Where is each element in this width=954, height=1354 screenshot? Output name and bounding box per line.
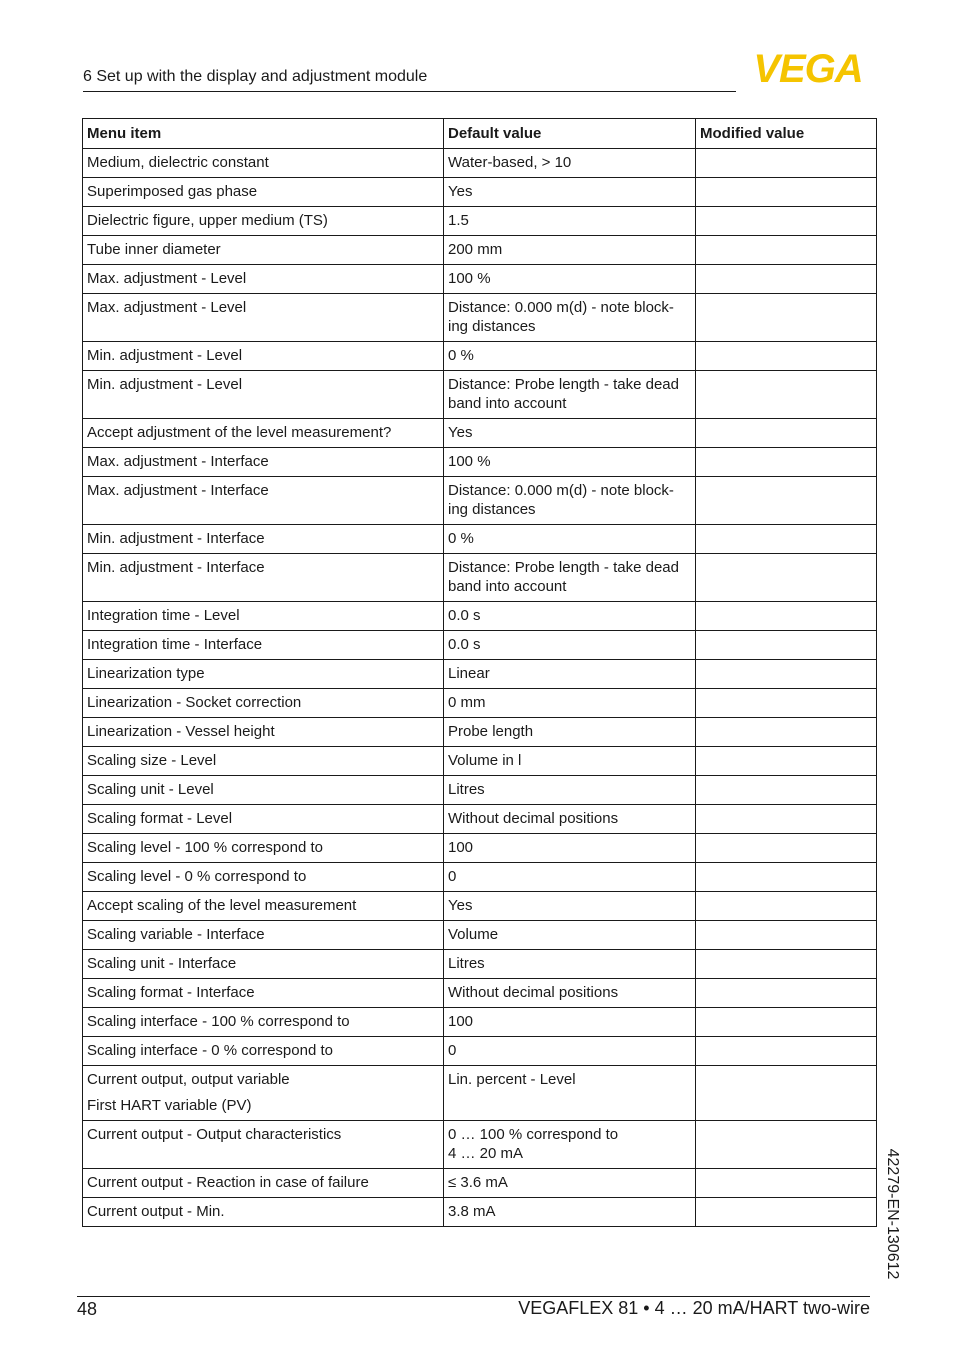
cell-modified-value <box>696 371 877 419</box>
table-row <box>83 178 877 207</box>
column-header-default-value: Default value <box>444 119 696 149</box>
cell-default-value: 0 % <box>444 525 696 554</box>
table-row <box>83 525 877 554</box>
table-row <box>83 207 877 236</box>
cell-modified-value <box>696 747 877 776</box>
cell-modified-value <box>696 1121 877 1169</box>
table-row <box>83 921 877 950</box>
cell-modified-value <box>696 863 877 892</box>
cell-modified-value <box>696 892 877 921</box>
cell-modified-value <box>696 1008 877 1037</box>
cell-menu-item: Linearization type <box>83 660 444 689</box>
cell-menu-item: Scaling level - 0 % correspond to <box>83 863 444 892</box>
cell-modified-value <box>696 554 877 602</box>
cell-menu-item: Min. adjustment - Level <box>83 342 444 371</box>
cell-modified-value <box>696 236 877 265</box>
table-row <box>83 776 877 805</box>
table-row <box>83 342 877 371</box>
cell-modified-value <box>696 1198 877 1227</box>
table-row <box>83 660 877 689</box>
table-row <box>83 1037 877 1066</box>
cell-modified-value <box>696 921 877 950</box>
cell-default-value: 0 % <box>444 342 696 371</box>
table-row <box>83 602 877 631</box>
cell-menu-item: Scaling unit - Interface <box>83 950 444 979</box>
cell-menu-item: Integration time - Level <box>83 602 444 631</box>
cell-default-value: Yes <box>444 178 696 207</box>
column-header-modified-value: Modified value <box>696 119 877 149</box>
column-header-menu-item: Menu item <box>83 119 444 149</box>
table-row <box>83 950 877 979</box>
cell-modified-value <box>696 631 877 660</box>
table-row <box>83 1121 877 1169</box>
cell-default-value: Water-based, > 10 <box>444 149 696 178</box>
cell-default-value: ≤ 3.6 mA <box>444 1169 696 1198</box>
cell-menu-item: Current output - Reaction in case of failure <box>83 1169 444 1198</box>
cell-menu-item: Min. adjustment - Level <box>83 371 444 419</box>
cell-default-value: 100 <box>444 834 696 863</box>
table-header-row <box>83 119 877 149</box>
cell-menu-item: Scaling size - Level <box>83 747 444 776</box>
cell-default-value: Distance: Probe length - take dead band into account <box>444 554 696 602</box>
vega-logo <box>742 50 874 86</box>
table-row <box>83 631 877 660</box>
cell-menu-item: Dielectric figure, upper medium (TS) <box>83 207 444 236</box>
cell-default-value: Yes <box>444 892 696 921</box>
table-row <box>83 1008 877 1037</box>
cell-menu-item: Current output - Output characteristics <box>83 1121 444 1169</box>
table-row <box>83 448 877 477</box>
cell-modified-value <box>696 979 877 1008</box>
cell-modified-value <box>696 342 877 371</box>
cell-default-value: Without decimal positions <box>444 805 696 834</box>
cell-default-value: 0 … 100 % correspond to 4 … 20 mA <box>444 1121 696 1169</box>
cell-default-value: Distance: 0.000 m(d) - note block- ing distances <box>444 294 696 342</box>
table-row <box>83 1169 877 1198</box>
cell-modified-value <box>696 207 877 236</box>
cell-default-value: Without decimal positions <box>444 979 696 1008</box>
cell-menu-item: Scaling level - 100 % correspond to <box>83 834 444 863</box>
cell-modified-value <box>696 950 877 979</box>
cell-default-value: 100 % <box>444 448 696 477</box>
cell-default-value: 0 mm <box>444 689 696 718</box>
cell-modified-value <box>696 294 877 342</box>
table-row <box>83 477 877 525</box>
cell-modified-value <box>696 149 877 178</box>
cell-line: Current output, output variable <box>87 1071 290 1088</box>
cell-modified-value <box>696 805 877 834</box>
cell-modified-value <box>696 525 877 554</box>
product-name: VEGAFLEX 81 • 4 … 20 mA/HART two-wire <box>518 1298 870 1318</box>
cell-menu-item: Max. adjustment - Interface <box>83 477 444 525</box>
cell-menu-item: Integration time - Interface <box>83 631 444 660</box>
cell-menu-item: Scaling interface - 0 % correspond to <box>83 1037 444 1066</box>
document-code <box>882 1138 902 1290</box>
table-row <box>83 834 877 863</box>
cell-menu-item: Scaling interface - 100 % correspond to <box>83 1008 444 1037</box>
cell-default-value: 1.5 <box>444 207 696 236</box>
cell-menu-item: Current output - Min. <box>83 1198 444 1227</box>
cell-menu-item: Superimposed gas phase <box>83 178 444 207</box>
cell-default-value: Litres <box>444 950 696 979</box>
document-code-text: 42279-EN-130612 <box>884 1148 901 1280</box>
cell-modified-value <box>696 419 877 448</box>
header-rule <box>83 91 736 92</box>
cell-default-value: Yes <box>444 419 696 448</box>
table-row <box>83 265 877 294</box>
cell-default-value: Distance: Probe length - take dead band into account <box>444 371 696 419</box>
cell-menu-item: Accept adjustment of the level measurement? <box>83 419 444 448</box>
cell-default-value: 200 mm <box>444 236 696 265</box>
table-row <box>83 371 877 419</box>
cell-modified-value <box>696 834 877 863</box>
cell-modified-value <box>696 689 877 718</box>
cell-default-value: 100 <box>444 1008 696 1037</box>
table-row <box>83 236 877 265</box>
cell-default-value: 0 <box>444 863 696 892</box>
table-row <box>83 979 877 1008</box>
cell-menu-item: Scaling variable - Interface <box>83 921 444 950</box>
cell-modified-value <box>696 602 877 631</box>
cell-default-value: Lin. percent - Level <box>444 1066 696 1121</box>
table-row <box>83 892 877 921</box>
cell-modified-value <box>696 178 877 207</box>
cell-menu-item: Max. adjustment - Level <box>83 294 444 342</box>
section-title: 6 Set up with the display and adjustment module <box>83 68 428 85</box>
table-row <box>83 294 877 342</box>
table-row <box>83 747 877 776</box>
cell-default-value: 0.0 s <box>444 602 696 631</box>
table-row <box>83 805 877 834</box>
cell-modified-value <box>696 477 877 525</box>
settings-table <box>82 118 877 1227</box>
cell-modified-value <box>696 448 877 477</box>
page-number: 48 <box>77 1299 98 1319</box>
cell-default-value: Volume <box>444 921 696 950</box>
cell-default-value: Linear <box>444 660 696 689</box>
cell-default-value: Litres <box>444 776 696 805</box>
cell-menu-item: Linearization - Vessel height <box>83 718 444 747</box>
cell-line: First HART variable (PV) <box>87 1097 252 1114</box>
cell-modified-value <box>696 1066 877 1121</box>
cell-default-value: 100 % <box>444 265 696 294</box>
cell-modified-value <box>696 660 877 689</box>
cell-menu-item: Scaling format - Level <box>83 805 444 834</box>
vega-logo-text: VEGA <box>753 50 863 86</box>
cell-menu-item: Accept scaling of the level measurement <box>83 892 444 921</box>
table-row <box>83 149 877 178</box>
cell-menu-item: Min. adjustment - Interface <box>83 525 444 554</box>
cell-default-value: 0.0 s <box>444 631 696 660</box>
cell-menu-item: Max. adjustment - Interface <box>83 448 444 477</box>
table-row <box>83 718 877 747</box>
cell-menu-item: Scaling unit - Level <box>83 776 444 805</box>
table-body <box>83 149 877 1227</box>
cell-menu-item: Linearization - Socket correction <box>83 689 444 718</box>
cell-modified-value <box>696 776 877 805</box>
cell-modified-value <box>696 1169 877 1198</box>
cell-default-value: Volume in l <box>444 747 696 776</box>
table-row <box>83 554 877 602</box>
table-row <box>83 1066 877 1121</box>
table-row <box>83 419 877 448</box>
table-row <box>83 1198 877 1227</box>
cell-modified-value <box>696 1037 877 1066</box>
cell-menu-item: Max. adjustment - Level <box>83 265 444 294</box>
cell-modified-value <box>696 265 877 294</box>
cell-menu-item: Medium, dielectric constant <box>83 149 444 178</box>
cell-default-value: 0 <box>444 1037 696 1066</box>
cell-modified-value <box>696 718 877 747</box>
cell-menu-item: Tube inner diameter <box>83 236 444 265</box>
cell-default-value: 3.8 mA <box>444 1198 696 1227</box>
cell-menu-item <box>83 1066 444 1121</box>
table-row <box>83 689 877 718</box>
table-row <box>83 863 877 892</box>
cell-menu-item: Min. adjustment - Interface <box>83 554 444 602</box>
cell-default-value: Distance: 0.000 m(d) - note block- ing distances <box>444 477 696 525</box>
cell-menu-item: Scaling format - Interface <box>83 979 444 1008</box>
cell-default-value: Probe length <box>444 718 696 747</box>
